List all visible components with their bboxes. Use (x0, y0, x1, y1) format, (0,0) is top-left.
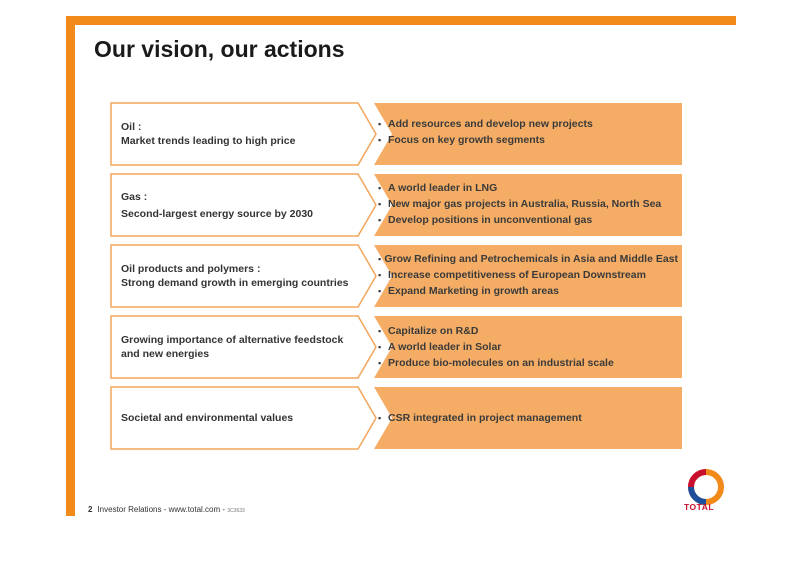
row-topic-heading: Societal and environmental values (121, 412, 294, 424)
row-topic (121, 120, 361, 148)
row-topic-detail: Second-largest energy source by 2030 (121, 208, 313, 220)
action-item: ▪ Capitalize on R&D (378, 325, 479, 337)
bullet-icon: ▪ (378, 270, 382, 280)
action-item: ▪ A world leader in LNG (378, 182, 498, 194)
row-actions (378, 251, 678, 299)
row-actions (378, 323, 678, 371)
row-actions (378, 180, 678, 228)
row-topic-detail: Strong demand growth in emerging countries (121, 277, 349, 289)
row-topic (121, 411, 361, 425)
vision-row (110, 315, 683, 379)
row-topic-heading: Oil : (121, 121, 142, 133)
row-topic-heading: Growing importance of alternative feedstock (121, 334, 344, 346)
bullet-icon: ▪ (378, 254, 382, 264)
action-item: ▪ Expand Marketing in growth areas (378, 285, 559, 297)
vision-row (110, 386, 683, 450)
vision-row (110, 173, 683, 237)
row-actions (378, 116, 678, 148)
bullet-icon: ▪ (378, 413, 382, 423)
footer-code: 3C3633 (227, 508, 245, 514)
row-topic-detail: Market trends leading to high price (121, 135, 296, 147)
row-topic (121, 262, 361, 290)
bullet-icon: ▪ (378, 342, 382, 352)
footer-text: Investor Relations - www.total.com - (97, 505, 228, 514)
bullet-icon: ▪ (378, 326, 382, 336)
bullet-icon: ▪ (378, 215, 382, 225)
bullet-icon: ▪ (378, 183, 382, 193)
action-item: ▪ Focus on key growth segments (378, 134, 545, 146)
bullet-icon: ▪ (378, 358, 382, 368)
action-item: ▪ Add resources and develop new projects (378, 118, 593, 130)
bullet-icon: ▪ (378, 286, 382, 296)
page-number: 2 (88, 505, 93, 514)
action-item: ▪ A world leader in Solar (378, 341, 502, 353)
action-item: ▪ New major gas projects in Australia, Russia, North Sea (378, 198, 662, 210)
row-topic-heading: Gas : (121, 191, 148, 203)
action-item: ▪ Produce bio-molecules on an industrial scale (378, 357, 614, 369)
footer (88, 505, 245, 514)
row-topic (121, 333, 361, 361)
vision-row (110, 244, 683, 308)
logo-wordmark: TOTAL (684, 502, 715, 512)
page-title: Our vision, our actions (94, 36, 345, 62)
vision-row (110, 102, 683, 166)
left-accent-bar (66, 16, 75, 516)
row-actions (378, 410, 678, 426)
bullet-icon: ▪ (378, 119, 382, 129)
action-item: ▪ Develop positions in unconventional gas (378, 214, 593, 226)
action-item: ▪ Increase competitiveness of European Downstream (378, 269, 646, 281)
row-topic-detail: and new energies (121, 348, 210, 360)
bullet-icon: ▪ (378, 199, 382, 209)
action-item: ▪ Grow Refining and Petrochemicals in Asia and Middle East (378, 253, 678, 265)
bullet-icon: ▪ (378, 135, 382, 145)
action-item: ▪ CSR integrated in project management (378, 412, 582, 424)
row-topic (121, 190, 361, 221)
row-topic-heading: Oil products and polymers : (121, 263, 261, 275)
top-accent-bar (66, 16, 736, 25)
